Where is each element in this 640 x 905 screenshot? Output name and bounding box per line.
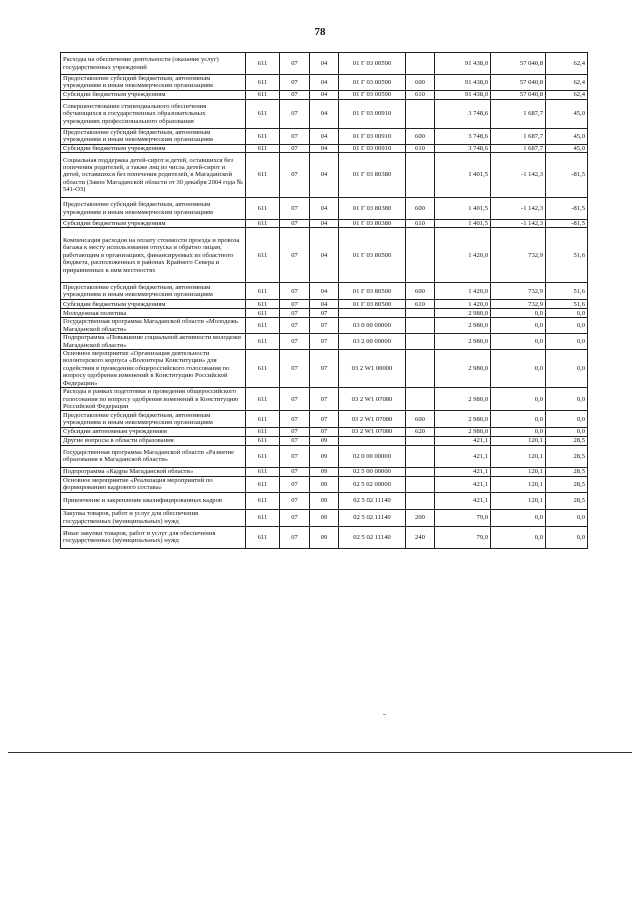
pr-cell: 04 [310, 75, 339, 91]
plan-cell: 2 980,0 [435, 350, 491, 388]
rz-cell: 07 [280, 144, 310, 152]
pct-cell: -81,5 [546, 198, 588, 220]
plan-cell: 1 401,5 [435, 198, 491, 220]
ved-cell: 611 [246, 153, 280, 198]
rz-cell: 07 [280, 90, 310, 99]
csr-cell: 01 Г 03 80500 [339, 300, 406, 309]
csr-cell [339, 309, 406, 318]
plan-cell: 421,1 [435, 467, 491, 476]
table-row [61, 99, 588, 128]
fact-cell: -1 142,3 [491, 153, 546, 198]
ved-cell: 611 [246, 220, 280, 228]
pct-cell: 0,0 [546, 350, 588, 388]
ved-cell: 611 [246, 509, 280, 526]
table-row [61, 318, 588, 334]
csr-cell: 01 Г 03 80380 [339, 153, 406, 198]
csr-cell: 03 0 00 00000 [339, 318, 406, 334]
plan-cell: 91 438,0 [435, 75, 491, 91]
table-row [61, 428, 588, 436]
pct-cell: 28,5 [546, 436, 588, 445]
pr-cell: 07 [310, 334, 339, 350]
csr-cell: 03 2 W1 00000 [339, 350, 406, 388]
csr-cell: 01 Г 03 00590 [339, 90, 406, 99]
csr-cell: 01 Г 03 00590 [339, 53, 406, 75]
ved-cell: 611 [246, 334, 280, 350]
table-row [61, 526, 588, 548]
plan-cell: 421,1 [435, 476, 491, 492]
vr-cell [406, 334, 435, 350]
fact-cell: 57 040,8 [491, 53, 546, 75]
ved-cell: 611 [246, 300, 280, 309]
plan-cell: 79,0 [435, 526, 491, 548]
vr-cell: 610 [406, 90, 435, 99]
pct-cell: 0,0 [546, 526, 588, 548]
plan-cell: 79,0 [435, 509, 491, 526]
fact-cell: 0,0 [491, 350, 546, 388]
fact-cell: 1 687,7 [491, 144, 546, 152]
plan-cell: 2 980,0 [435, 428, 491, 436]
pr-cell: 07 [310, 318, 339, 334]
vr-cell: 610 [406, 144, 435, 152]
name-cell: Субсидии бюджетным учреждениям [61, 144, 246, 152]
vr-cell: 240 [406, 526, 435, 548]
table-row [61, 467, 588, 476]
fact-cell: -1 142,3 [491, 220, 546, 228]
pct-cell: 0,0 [546, 388, 588, 411]
pct-cell: 0,0 [546, 411, 588, 428]
fact-cell: 57 040,8 [491, 90, 546, 99]
csr-cell: 01 Г 03 00910 [339, 144, 406, 152]
vr-cell [406, 476, 435, 492]
pct-cell: 62,4 [546, 53, 588, 75]
table-row [61, 90, 588, 99]
vr-cell: 600 [406, 128, 435, 144]
rz-cell: 07 [280, 445, 310, 467]
rz-cell: 07 [280, 283, 310, 300]
name-cell: Основное мероприятие «Организация деятельности волонтерского корпуса «Волонтеры Конституции» для содействия в проведении общероссийского голосования по вопросу одобрения изменений в Конституцию Российской Федерации» [61, 350, 246, 388]
rz-cell: 07 [280, 128, 310, 144]
rz-cell: 07 [280, 467, 310, 476]
table-body [61, 53, 588, 549]
table-row [61, 75, 588, 91]
fact-cell: 1 687,7 [491, 99, 546, 128]
name-cell: Привлечение и закрепление квалифицированных кадров [61, 492, 246, 509]
csr-cell: 02 0 00 00000 [339, 445, 406, 467]
scan-mark [383, 714, 386, 715]
fact-cell: 0,0 [491, 318, 546, 334]
ved-cell: 611 [246, 53, 280, 75]
pr-cell: 09 [310, 445, 339, 467]
name-cell: Компенсация расходов на оплату стоимости проезда и провоза багажа к месту использования отпуска и обратно лицам, работающим в организациях, финансируемых из областного бюджета, расположенных в районах Крайнего Севера и приравненных к ним местностях [61, 228, 246, 283]
csr-cell: 03 2 00 00000 [339, 334, 406, 350]
name-cell: Предоставление субсидий бюджетным, автономным учреждениям и иным некоммерческим организациям [61, 128, 246, 144]
rz-cell: 07 [280, 318, 310, 334]
plan-cell: 1 420,0 [435, 228, 491, 283]
csr-cell [339, 436, 406, 445]
pct-cell: 0,0 [546, 428, 588, 436]
fact-cell: 0,0 [491, 334, 546, 350]
budget-table [60, 52, 588, 549]
fact-cell: 120,1 [491, 492, 546, 509]
rz-cell: 07 [280, 350, 310, 388]
table-row [61, 411, 588, 428]
rz-cell: 07 [280, 75, 310, 91]
table-row [61, 445, 588, 467]
table-row [61, 388, 588, 411]
vr-cell: 600 [406, 283, 435, 300]
ved-cell: 611 [246, 476, 280, 492]
name-cell: Предоставление субсидий бюджетным, автономным учреждениям и иным некоммерческим организациям [61, 75, 246, 91]
pr-cell: 07 [310, 309, 339, 318]
rz-cell: 07 [280, 220, 310, 228]
ved-cell: 611 [246, 411, 280, 428]
table-row [61, 283, 588, 300]
ved-cell: 611 [246, 99, 280, 128]
pr-cell: 04 [310, 220, 339, 228]
rz-cell: 07 [280, 509, 310, 526]
fact-cell: 0,0 [491, 411, 546, 428]
pr-cell: 04 [310, 153, 339, 198]
name-cell: Субсидии бюджетным учреждениям [61, 220, 246, 228]
table-row [61, 198, 588, 220]
plan-cell: 1 420,0 [435, 300, 491, 309]
csr-cell: 01 Г 03 00590 [339, 75, 406, 91]
csr-cell: 02 5 02 11140 [339, 526, 406, 548]
fact-cell: 120,1 [491, 445, 546, 467]
plan-cell: 1 420,0 [435, 283, 491, 300]
ved-cell: 611 [246, 318, 280, 334]
vr-cell: 200 [406, 509, 435, 526]
plan-cell: 2 980,0 [435, 309, 491, 318]
table-row [61, 334, 588, 350]
plan-cell: 421,1 [435, 445, 491, 467]
pr-cell: 09 [310, 467, 339, 476]
pct-cell: 0,0 [546, 334, 588, 350]
table-row [61, 476, 588, 492]
name-cell: Расходы на обеспечение деятельности (оказание услуг) государственных учреждений [61, 53, 246, 75]
pct-cell: 62,4 [546, 75, 588, 91]
pct-cell: 45,0 [546, 128, 588, 144]
table-row [61, 144, 588, 152]
ved-cell: 611 [246, 128, 280, 144]
csr-cell: 01 Г 03 80380 [339, 198, 406, 220]
table-row [61, 300, 588, 309]
csr-cell: 02 5 02 11140 [339, 492, 406, 509]
name-cell: Субсидии бюджетным учреждениям [61, 90, 246, 99]
rz-cell: 07 [280, 526, 310, 548]
pr-cell: 07 [310, 350, 339, 388]
vr-cell: 610 [406, 300, 435, 309]
vr-cell [406, 228, 435, 283]
name-cell: Подпрограмма «Кадры Магаданской области» [61, 467, 246, 476]
vr-cell [406, 318, 435, 334]
table-row [61, 436, 588, 445]
name-cell: Государственная программа Магаданской области «Развитие образования в Магаданской области» [61, 445, 246, 467]
plan-cell: 2 980,0 [435, 318, 491, 334]
vr-cell: 600 [406, 198, 435, 220]
fact-cell: -1 142,3 [491, 198, 546, 220]
pct-cell: 45,0 [546, 99, 588, 128]
vr-cell [406, 436, 435, 445]
vr-cell [406, 467, 435, 476]
ved-cell: 611 [246, 309, 280, 318]
csr-cell: 03 2 W1 07080 [339, 411, 406, 428]
pct-cell: 28,5 [546, 492, 588, 509]
ved-cell: 611 [246, 198, 280, 220]
csr-cell: 01 Г 03 00910 [339, 99, 406, 128]
rz-cell: 07 [280, 492, 310, 509]
pr-cell: 09 [310, 476, 339, 492]
vr-cell: 600 [406, 75, 435, 91]
pr-cell: 04 [310, 283, 339, 300]
plan-cell: 3 748,6 [435, 144, 491, 152]
pct-cell: 62,4 [546, 90, 588, 99]
name-cell: Совершенствование стипендиального обеспечения обучающихся в государственных образовательных учреждениях профессионального образования [61, 99, 246, 128]
csr-cell: 02 5 00 00000 [339, 467, 406, 476]
table-row [61, 220, 588, 228]
rz-cell: 07 [280, 309, 310, 318]
csr-cell: 01 Г 03 80500 [339, 283, 406, 300]
fact-cell: 57 040,8 [491, 75, 546, 91]
ved-cell: 611 [246, 436, 280, 445]
bottom-rule [8, 752, 632, 753]
rz-cell: 07 [280, 436, 310, 445]
table-row [61, 228, 588, 283]
ved-cell: 611 [246, 526, 280, 548]
csr-cell: 02 5 02 00000 [339, 476, 406, 492]
pct-cell: 51,6 [546, 300, 588, 309]
csr-cell: 01 Г 03 80380 [339, 220, 406, 228]
plan-cell: 1 401,5 [435, 153, 491, 198]
fact-cell: 732,9 [491, 283, 546, 300]
rz-cell: 07 [280, 153, 310, 198]
csr-cell: 01 Г 03 80500 [339, 228, 406, 283]
fact-cell: 120,1 [491, 476, 546, 492]
rz-cell: 07 [280, 99, 310, 128]
pr-cell: 04 [310, 144, 339, 152]
ved-cell: 611 [246, 228, 280, 283]
rz-cell: 07 [280, 428, 310, 436]
vr-cell: 600 [406, 411, 435, 428]
plan-cell: 2 980,0 [435, 411, 491, 428]
vr-cell [406, 53, 435, 75]
fact-cell: 0,0 [491, 509, 546, 526]
name-cell: Иные закупки товаров, работ и услуг для обеспечения государственных (муниципальных) нужд [61, 526, 246, 548]
fact-cell: 732,9 [491, 300, 546, 309]
name-cell: Предоставление субсидий бюджетным, автономным учреждениям и иным некоммерческим организациям [61, 283, 246, 300]
fact-cell: 0,0 [491, 388, 546, 411]
rz-cell: 07 [280, 476, 310, 492]
plan-cell: 3 748,6 [435, 128, 491, 144]
pr-cell: 09 [310, 509, 339, 526]
name-cell: Основное мероприятие «Реализация мероприятий по формированию кадрового состава» [61, 476, 246, 492]
name-cell: Другие вопросы в области образования [61, 436, 246, 445]
vr-cell: 610 [406, 220, 435, 228]
rz-cell: 07 [280, 198, 310, 220]
table-row [61, 53, 588, 75]
ved-cell: 611 [246, 428, 280, 436]
ved-cell: 611 [246, 283, 280, 300]
pr-cell: 09 [310, 526, 339, 548]
rz-cell: 07 [280, 411, 310, 428]
fact-cell: 0,0 [491, 526, 546, 548]
table-row [61, 128, 588, 144]
pct-cell: 51,6 [546, 283, 588, 300]
plan-cell: 421,1 [435, 436, 491, 445]
plan-cell: 421,1 [435, 492, 491, 509]
ved-cell: 611 [246, 75, 280, 91]
vr-cell [406, 99, 435, 128]
table-row [61, 509, 588, 526]
ved-cell: 611 [246, 90, 280, 99]
pct-cell: 45,0 [546, 144, 588, 152]
plan-cell: 91 438,0 [435, 53, 491, 75]
plan-cell: 2 980,0 [435, 388, 491, 411]
plan-cell: 2 980,0 [435, 334, 491, 350]
table-row [61, 350, 588, 388]
ved-cell: 611 [246, 492, 280, 509]
rz-cell: 07 [280, 53, 310, 75]
name-cell: Расходы в рамках подготовки и проведения общероссийского голосования по вопросу одобрения изменений в Конституцию Российской Федерации [61, 388, 246, 411]
pr-cell: 04 [310, 53, 339, 75]
table-row [61, 492, 588, 509]
pct-cell: 28,5 [546, 445, 588, 467]
vr-cell [406, 350, 435, 388]
csr-cell: 03 2 W1 07080 [339, 428, 406, 436]
csr-cell: 02 5 02 11140 [339, 509, 406, 526]
pr-cell: 07 [310, 428, 339, 436]
vr-cell [406, 309, 435, 318]
table-row [61, 153, 588, 198]
vr-cell [406, 492, 435, 509]
name-cell: Субсидии автономным учреждениям [61, 428, 246, 436]
name-cell: Государственная программа Магаданской области «Молодежь Магаданской области» [61, 318, 246, 334]
pr-cell: 07 [310, 411, 339, 428]
pct-cell: 0,0 [546, 309, 588, 318]
vr-cell [406, 388, 435, 411]
ved-cell: 611 [246, 445, 280, 467]
pct-cell: -81,5 [546, 153, 588, 198]
name-cell: Предоставление субсидий бюджетным, автономным учреждениям и иным некоммерческим организациям [61, 411, 246, 428]
fact-cell: 732,9 [491, 228, 546, 283]
pr-cell: 04 [310, 90, 339, 99]
fact-cell: 0,0 [491, 309, 546, 318]
name-cell: Предоставление субсидий бюджетным, автономным учреждениям и иным некоммерческим организациям [61, 198, 246, 220]
page-number: 78 [314, 26, 326, 38]
pr-cell: 04 [310, 198, 339, 220]
pr-cell: 09 [310, 436, 339, 445]
name-cell: Субсидии бюджетным учреждениям [61, 300, 246, 309]
ved-cell: 611 [246, 388, 280, 411]
table-row [61, 309, 588, 318]
name-cell: Закупка товаров, работ и услуг для обеспечения государственных (муниципальных) нужд [61, 509, 246, 526]
pr-cell: 04 [310, 300, 339, 309]
name-cell: Социальная поддержка детей-сирот и детей, оставшихся без попечения родителей, а также лиц из числа детей-сирот и детей, оставшихся без попечения родителей, в Магаданской области (Закон Магаданской области от 30 декабря 2004 года № 541-ОЗ) [61, 153, 246, 198]
pct-cell: 0,0 [546, 318, 588, 334]
vr-cell [406, 153, 435, 198]
vr-cell: 620 [406, 428, 435, 436]
fact-cell: 0,0 [491, 428, 546, 436]
plan-cell: 91 438,0 [435, 90, 491, 99]
rz-cell: 07 [280, 334, 310, 350]
pr-cell: 09 [310, 492, 339, 509]
name-cell: Молодежная политика [61, 309, 246, 318]
pct-cell: 0,0 [546, 509, 588, 526]
plan-cell: 3 748,6 [435, 99, 491, 128]
pr-cell: 04 [310, 99, 339, 128]
fact-cell: 1 687,7 [491, 128, 546, 144]
pr-cell: 04 [310, 128, 339, 144]
ved-cell: 611 [246, 467, 280, 476]
plan-cell: 1 401,5 [435, 220, 491, 228]
pct-cell: 28,5 [546, 476, 588, 492]
ved-cell: 611 [246, 144, 280, 152]
rz-cell: 07 [280, 228, 310, 283]
fact-cell: 120,1 [491, 467, 546, 476]
rz-cell: 07 [280, 388, 310, 411]
pct-cell: 28,5 [546, 467, 588, 476]
pr-cell: 07 [310, 388, 339, 411]
ved-cell: 611 [246, 350, 280, 388]
fact-cell: 120,1 [491, 436, 546, 445]
csr-cell: 03 2 W1 07080 [339, 388, 406, 411]
name-cell: Подпрограмма «Повышение социальной активности молодежи Магаданской области» [61, 334, 246, 350]
pct-cell: -81,5 [546, 220, 588, 228]
csr-cell: 01 Г 03 00910 [339, 128, 406, 144]
rz-cell: 07 [280, 300, 310, 309]
pct-cell: 51,6 [546, 228, 588, 283]
vr-cell [406, 445, 435, 467]
pr-cell: 04 [310, 228, 339, 283]
